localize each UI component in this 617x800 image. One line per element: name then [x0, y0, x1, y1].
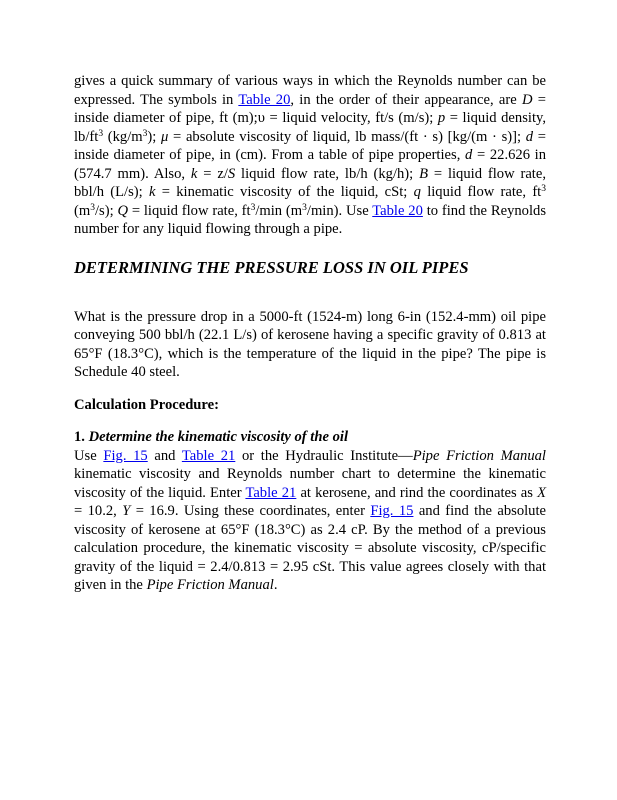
section-heading: DETERMINING THE PRESSURE LOSS IN OIL PIPES: [74, 257, 469, 277]
calc-procedure-heading: Calculation Procedure:: [74, 396, 219, 413]
table-21-link[interactable]: Table 21: [181, 447, 236, 464]
step-1-title: 1. Determine the kinematic viscosity of the oil: [74, 429, 349, 445]
document-page: [74, 72, 546, 595]
fig-15-link-2[interactable]: Fig. 15: [370, 503, 414, 519]
intro-paragraph: gives a quick summary of various ways in which the Reynolds number can be expressed. The symbols in Table 20, in the order of their appearance, are D = inside diameter of pipe, ft (m);υ = liquid velocity, ft/s (m/s); p = liquid density, $lb/ft^3$ $(kg/m^3)$; μ = absolute viscosity of liquid, lb mass/(ft · s) [kg/(m · s)]; d = inside diameter of pipe, in (cm). From a table of pipe properties, d = 22.626 in (574.7 mm). Also, k = z/S liquid flow rate, lb/h (kg/h); B = liquid flow rate, bbl/h (L/s); k = kinematic viscosity of the liquid, cSt; q liquid flow rate, $ft^3$ $(m^3/s)$; Q = liquid flow rate, $ft^3/\min$ $(m^3/\min)$. Use Table 20 to find the Reynolds number for any liquid flowing through a pipe.: [74, 73, 546, 237]
table-20-link[interactable]: Table 20: [238, 91, 291, 108]
fig-15-link[interactable]: Fig. 15: [103, 447, 148, 464]
step-1-body: Use Fig. 15 and Table 21 or the Hydraulic Institute—Pipe Friction Manual kinematic viscosity and Reynolds number chart to determine the kinematic viscosity of the liquid. Enter Table 21 at kerosene, and rind the coordinates as X = 10.2, Y = 16.9. Using these coordinates, enter Fig. 15 and find the absolute viscosity of kerosene at 65°F (18.3°C) as 2.4 cP. By the method of a previous calculation procedure, the kinematic viscosity = absolute viscosity, cP/specific gravity of the liquid = 2.4/0.813 = 2.95 cSt. This value agrees closely with that given in the Pipe Friction Manual.: [74, 447, 547, 593]
table-21-link-2[interactable]: Table 21: [245, 484, 297, 501]
step-1: [74, 428, 546, 595]
table-20-link-2[interactable]: Table 20: [372, 202, 423, 219]
problem-statement: What is the pressure drop in a 5000-ft (1524-m) long 6-in (152.4-mm) oil pipe conveying 500 bbl/h (22.1 L/s) of kerosene having a specific gravity of 0.813 at 65°F (18.3°C), which is the temperature of the liquid in the pipe? The pipe is Schedule 40 steel.: [74, 308, 546, 380]
